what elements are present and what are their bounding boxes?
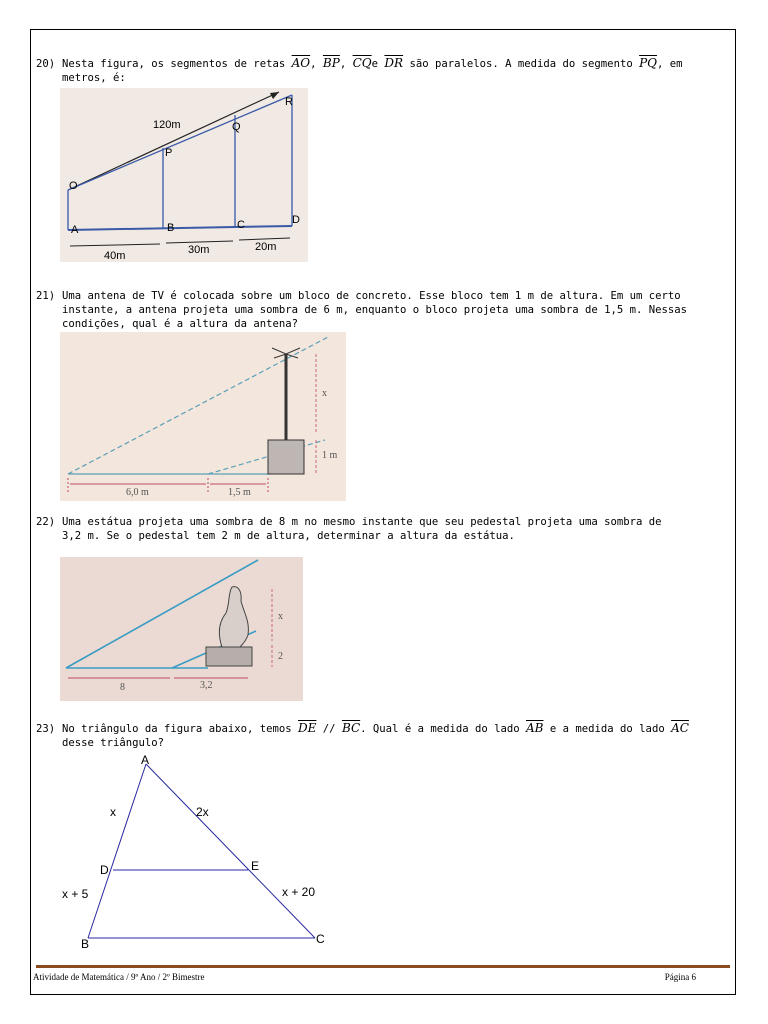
segment-label: $\overline{BP}$ (322, 56, 340, 70)
question-text: Uma estátua projeta uma sombra de 8 m no mesmo instante que seu pedestal projeta uma sombra de (62, 516, 662, 528)
punct: , (339, 58, 347, 70)
segment-label: $\overline{PQ}$ (639, 56, 658, 70)
question-number: 23) (36, 723, 56, 735)
segment-label: $\overline{CQ}$ (352, 56, 372, 70)
footer-rule (36, 965, 730, 968)
question-21 (36, 289, 730, 331)
conjunction: e (371, 58, 379, 70)
question-text: . Qual é a medida do lado (360, 723, 520, 735)
fig-label: 2 (278, 651, 283, 662)
segment-label: $\overline{AO}$ (291, 56, 311, 70)
fig-label: P (165, 147, 173, 159)
segment-label: $\overline{BC}$ (341, 721, 361, 735)
vertex-label: D (100, 863, 109, 877)
segment-label: $\overline{AB}$ (526, 721, 544, 735)
footer-page-number: Página 6 (664, 972, 696, 982)
fig-label: C (237, 219, 245, 231)
question-text: 3,2 m. Se o pedestal tem 2 m de altura, determinar a altura da estátua. (62, 530, 515, 542)
figure-triangle (58, 752, 338, 952)
side-label: 2x (196, 805, 209, 819)
vertex-label: E (251, 859, 260, 873)
question-text: metros, é: (62, 72, 126, 84)
question-text: Nesta figura, os segmentos de retas (62, 58, 286, 70)
punct: , (310, 58, 317, 70)
fig-label: R (285, 96, 293, 108)
question-number: 22) (36, 516, 56, 528)
fig-label: 3,2 (200, 680, 213, 691)
side-label: x (110, 805, 116, 819)
fig-label: 6,0 m (126, 487, 149, 498)
vertex-label: A (141, 753, 150, 767)
question-text: Uma antena de TV é colocada sobre um bloco de concreto. Esse bloco tem 1 m de altura. Em um certo (62, 290, 681, 302)
fig-label: B (167, 222, 175, 234)
fig-label: x (278, 611, 283, 622)
question-text: No triângulo da figura abaixo, temos (62, 723, 292, 735)
question-number: 20) (36, 58, 56, 70)
question-text: condições, qual é a altura da antena? (62, 318, 298, 330)
segment-label: $\overline{DE}$ (298, 721, 317, 735)
figure-statue-shadow (60, 557, 303, 701)
figure-antenna-shadow (60, 332, 346, 501)
question-20 (36, 56, 730, 85)
vertex-label: B (81, 937, 90, 951)
fig-label: Q (232, 121, 241, 133)
question-text: desse triângulo? (62, 737, 165, 749)
fig-label: 1,5 m (228, 487, 251, 498)
question-number: 21) (36, 290, 56, 302)
vertex-label: C (316, 932, 325, 946)
fig-label: 40m (104, 250, 126, 262)
segment-label: $\overline{AC}$ (671, 721, 689, 735)
fig-label: D (292, 214, 300, 226)
fig-label: A (71, 224, 79, 236)
footer-course: Atividade de Matemática / 9º Ano / 2º Bimestre (33, 972, 205, 982)
segment-label: $\overline{DR}$ (384, 56, 404, 70)
fig-label: 30m (188, 244, 210, 256)
question-23 (36, 721, 730, 750)
figure-parallel-segments (60, 88, 308, 262)
fig-label: 1 m (322, 450, 338, 461)
question-22 (36, 515, 730, 543)
fig-label: 8 (120, 682, 125, 693)
question-text: , em (657, 58, 683, 70)
question-text: instante, a antena projeta uma sombra de 6 m, enquanto o bloco projeta uma sombra de 1,5 m. Nessas (62, 304, 688, 316)
side-label: x + 5 (62, 887, 89, 901)
fig-label: 20m (255, 241, 277, 253)
question-text: e a medida do lado (549, 723, 665, 735)
parallel-symbol: // (322, 723, 336, 735)
fig-label: 120m (153, 119, 181, 131)
question-text: são paralelos. A medida do segmento (409, 58, 633, 70)
fig-label: O (69, 180, 78, 192)
side-label: x + 20 (282, 885, 316, 899)
fig-label: x (322, 388, 327, 399)
